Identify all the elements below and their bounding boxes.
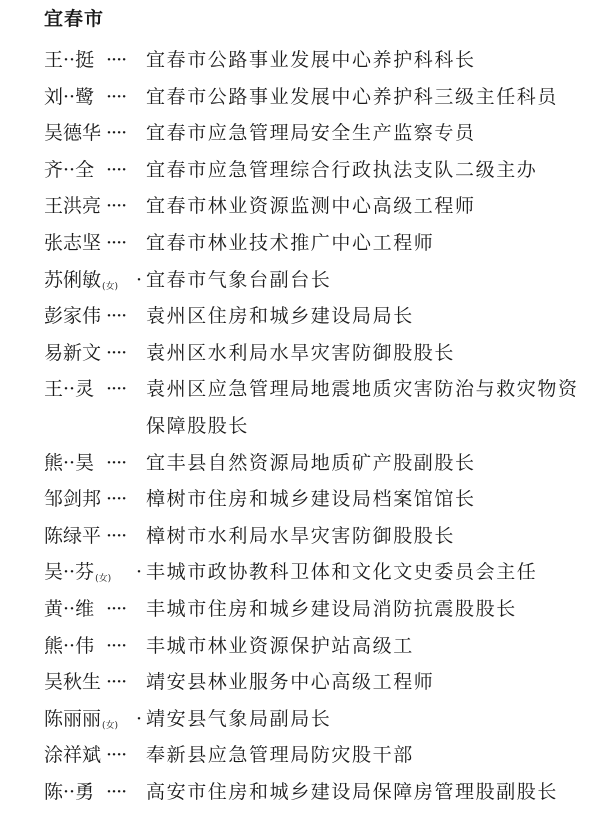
leader-dots: ····: [106, 231, 127, 254]
person-name: [44, 298, 101, 335]
leader-dots: ····: [106, 378, 127, 401]
job-title: 丰城市住房和城乡建设局消防抗震股股长: [146, 597, 517, 620]
leader-dots: ····: [106, 634, 127, 657]
leader-dots: ····: [106, 451, 127, 474]
job-title: 宜春市林业资源监测中心高级工程师: [146, 195, 476, 218]
leader-dots: ····: [106, 85, 127, 108]
person-name: [44, 518, 101, 555]
person-name-text: 陈··勇: [44, 780, 95, 803]
job-title: 靖安县林业服务中心高级工程师: [146, 671, 435, 694]
job-title: 袁州区应急管理局地震地质灾害防治与救灾物资保障股股长: [146, 378, 579, 437]
person-name: [44, 115, 101, 152]
gender-note: (女): [102, 720, 119, 731]
job-title: 高安市住房和城乡建设局保障房管理股副股长: [146, 780, 559, 803]
person-name-text: 熊··昊: [44, 451, 95, 474]
job-title: 丰城市林业资源保护站高级工: [146, 634, 414, 657]
gender-note: (女): [102, 281, 119, 292]
person-name-text: 吴德华: [44, 122, 102, 145]
person-name-text: 彭家伟: [44, 305, 102, 328]
city-heading: 宜春市: [44, 8, 105, 30]
leader-dots: ····: [106, 122, 127, 145]
person-name: [44, 737, 101, 774]
list-item: [44, 554, 594, 591]
leader-dots: ····: [106, 195, 127, 218]
person-name-text: 吴··芬: [44, 561, 95, 584]
leader-dots: ·: [136, 707, 142, 730]
person-name-text: 王··灵: [44, 378, 95, 401]
person-name-text: 黄··维: [44, 597, 95, 620]
person-name-text: 苏俐敏: [44, 268, 102, 291]
person-name-text: 涂祥斌: [44, 744, 102, 767]
list-item: [44, 445, 594, 482]
leader-dots: ····: [106, 524, 127, 547]
person-name: [44, 79, 94, 116]
honoree-list: [44, 42, 594, 810]
job-title: 丰城市政协教科卫体和文化文史委员会主任: [146, 561, 538, 584]
leader-dots: ····: [106, 341, 127, 364]
person-name-text: 刘··鹭: [44, 85, 95, 108]
job-title: 奉新县应急管理局防灾股干部: [146, 744, 414, 767]
job-title: 宜春市公路事业发展中心养护科三级主任科员: [146, 85, 559, 108]
leader-dots: ····: [106, 488, 127, 511]
leader-dots: ····: [106, 158, 127, 181]
list-item: [44, 188, 594, 225]
person-name: [44, 152, 94, 189]
leader-dots: ····: [106, 49, 127, 71]
job-title: 樟树市住房和城乡建设局档案馆馆长: [146, 488, 476, 511]
person-name: [44, 628, 94, 665]
job-title: 宜春市公路事业发展中心养护科科长: [146, 49, 476, 71]
job-title: 宜春市应急管理综合行政执法支队二级主办: [146, 158, 538, 181]
job-title: 袁州区住房和城乡建设局局长: [146, 305, 414, 328]
person-name-text: 王洪亮: [44, 195, 102, 218]
job-title: 宜丰县自然资源局地质矿产股副股长: [146, 451, 476, 474]
person-name: [44, 774, 94, 811]
list-item: [44, 298, 594, 335]
person-name: [44, 225, 101, 262]
leader-dots: ·: [136, 561, 142, 584]
leader-dots: ····: [106, 744, 127, 767]
job-title: 宜春市林业技术推广中心工程师: [146, 231, 435, 254]
list-item: [44, 262, 594, 299]
leader-dots: ····: [106, 671, 127, 694]
list-item: [44, 335, 594, 372]
person-name-text: 齐··全: [44, 158, 95, 181]
person-name: [44, 664, 101, 701]
job-title: 袁州区水利局水旱灾害防御股股长: [146, 341, 456, 364]
person-name-text: 邹剑邦: [44, 488, 102, 511]
job-title: 樟树市水利局水旱灾害防御股股长: [146, 524, 456, 547]
list-item: [44, 774, 594, 811]
job-title: 宜春市气象台副台长: [146, 268, 332, 291]
list-item: [44, 518, 594, 555]
list-item: [44, 115, 594, 152]
person-name: [44, 42, 94, 79]
list-item: [44, 42, 594, 79]
person-name: [44, 591, 94, 628]
list-item: [44, 701, 594, 738]
leader-dots: ····: [106, 597, 127, 620]
gender-note: (女): [95, 574, 112, 585]
list-item: [44, 664, 594, 701]
leader-dots: ····: [106, 780, 127, 803]
list-item: [44, 737, 594, 774]
person-name-text: 张志坚: [44, 231, 102, 254]
person-name-text: 王··挺: [44, 49, 95, 71]
person-name: [44, 188, 101, 225]
job-title: 宜春市应急管理局安全生产监察专员: [146, 122, 476, 145]
person-name: [44, 371, 94, 408]
list-item: [44, 628, 594, 665]
list-item: [44, 481, 594, 518]
list-item: [44, 152, 594, 189]
person-name-text: 吴秋生: [44, 671, 102, 694]
person-name-text: 陈绿平: [44, 524, 102, 547]
list-item: [44, 225, 594, 262]
person-name-text: 陈丽丽: [44, 707, 102, 730]
job-title: 靖安县气象局副局长: [146, 707, 332, 730]
person-name: [44, 335, 101, 372]
person-name-text: 易新文: [44, 341, 102, 364]
person-name: [44, 445, 94, 482]
list-item: [44, 591, 594, 628]
list-item: [44, 371, 594, 444]
leader-dots: ····: [106, 305, 127, 328]
person-name: [44, 481, 101, 518]
list-item: [44, 79, 594, 116]
leader-dots: ·: [136, 268, 142, 291]
person-name-text: 熊··伟: [44, 634, 95, 657]
